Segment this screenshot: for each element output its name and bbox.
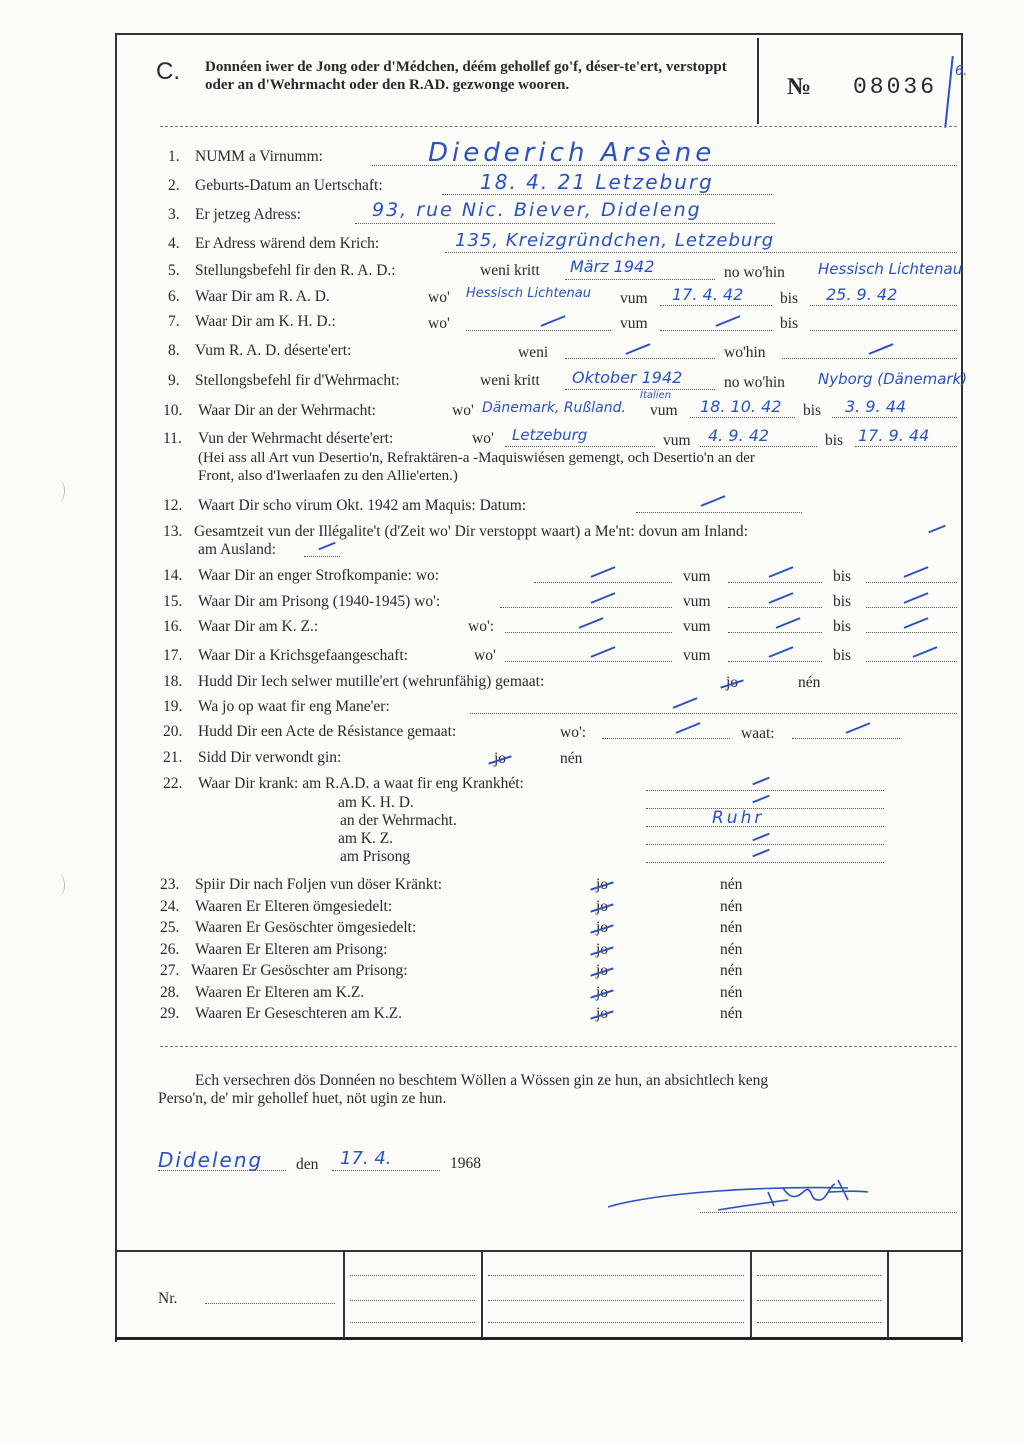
abroad-field-line xyxy=(304,556,340,557)
footer-divider xyxy=(750,1252,752,1338)
yes-option: jo xyxy=(596,941,609,958)
address-label: Er jetzeg Adress: xyxy=(195,206,301,223)
no-option: nén xyxy=(720,876,743,893)
from-field-line xyxy=(660,330,772,331)
signature-image xyxy=(598,1172,898,1222)
footer-field-line xyxy=(488,1300,744,1301)
wehrmacht-until-date: 3. 9. 44 xyxy=(845,397,907,416)
war-address-field-line xyxy=(445,252,957,253)
footer-field-line xyxy=(488,1322,744,1323)
self-mutilation-label: Hudd Dir Iech selwer mutille'ert (wehrunfähig) gemaat: xyxy=(198,673,545,690)
line-number: 7. xyxy=(168,313,180,330)
prison-label: Waar Dir am Prisong (1940-1945) wo': xyxy=(198,593,441,610)
siblings-kz-label: Waaren Er Geseschteren am K.Z. xyxy=(195,1005,403,1022)
rad-desert-label: Vum R. A. D. déserte'ert: xyxy=(195,342,352,359)
wounded-label: Sidd Dir verwondt gin: xyxy=(198,749,342,766)
where-label: wo' xyxy=(428,315,450,332)
resistance-label: Hudd Dir een Acte de Résistance gemaat: xyxy=(198,723,457,740)
wehrmacht-sick-line xyxy=(646,826,884,827)
footer-field-line xyxy=(350,1300,475,1301)
rad-order-place: Hessisch Lichtenau xyxy=(818,260,963,278)
header-separator xyxy=(160,126,957,127)
line-number: 29. xyxy=(160,1005,180,1022)
wehrmacht-place: Dänemark, Rußland. xyxy=(482,400,626,416)
name-label: NUMM a Virnumm: xyxy=(195,148,323,165)
khd-sublabel: am K. H. D. xyxy=(338,794,414,811)
line-number: 18. xyxy=(163,673,183,690)
rad-place: Hessisch Lichtenau xyxy=(466,286,592,301)
wehrmacht-order-label: Stellongsbefehl fir d'Wehrmacht: xyxy=(195,372,400,389)
from-field-line xyxy=(728,661,822,662)
until-label: bis xyxy=(825,432,844,449)
line-number: 2. xyxy=(168,177,180,194)
until-label: bis xyxy=(833,593,852,610)
declaration-text: Perso'n, de' mir gehollef huet, nöt ugin ze hun. xyxy=(158,1090,447,1107)
maquis-field-line xyxy=(636,512,802,513)
sick-field-line xyxy=(646,790,884,791)
line-number: 4. xyxy=(168,235,180,252)
manner-label: Wa jo op waat fir eng Mane'er: xyxy=(198,698,390,715)
line-number: 14. xyxy=(163,567,183,584)
from-label: vum xyxy=(683,568,711,585)
wehrmacht-place-note: Italien xyxy=(640,390,672,401)
birth-field-line xyxy=(442,194,772,195)
yes-option: jo xyxy=(596,1005,609,1022)
address-field-line xyxy=(355,223,775,224)
no-option: nén xyxy=(720,962,743,979)
line-number: 3. xyxy=(168,206,180,223)
kz-sublabel: am K. Z. xyxy=(338,830,394,847)
rad-until-date: 25. 9. 42 xyxy=(826,285,898,304)
rad-order-label: Stellungsbefehl fir den R. A. D.: xyxy=(195,262,396,279)
nr-label: Nr. xyxy=(158,1290,178,1307)
footer-box-row xyxy=(115,1250,963,1338)
corner-mark: 6. xyxy=(955,64,968,79)
until-label: bis xyxy=(833,647,852,664)
declaration-separator xyxy=(160,1046,957,1047)
until-field-line xyxy=(832,417,957,418)
signature-field-line xyxy=(700,1212,957,1213)
where-label: wo' xyxy=(472,430,494,447)
date-field-line xyxy=(332,1170,440,1171)
prison-sick-line xyxy=(646,862,884,863)
nr-field-line xyxy=(205,1303,335,1304)
birth-value: 18. 4. 21 Letzeburg xyxy=(480,170,714,194)
whereto-label: no wo'hin xyxy=(724,374,785,391)
until-label: bis xyxy=(833,568,852,585)
line-number: 15. xyxy=(163,593,183,610)
place-field-line xyxy=(158,1170,286,1171)
footer-divider xyxy=(343,1252,345,1338)
wehrmacht-sublabel: an der Wehrmacht. xyxy=(340,812,457,829)
line-number: 25. xyxy=(160,919,180,936)
footer-field-line xyxy=(350,1322,475,1323)
line-number: 23. xyxy=(160,876,180,893)
line-number: 27. xyxy=(160,962,180,979)
line-number: 6. xyxy=(168,288,180,305)
rad-label: Waar Dir am R. A. D. xyxy=(195,288,330,305)
yes-option: jo xyxy=(596,919,609,936)
line-number: 22. xyxy=(163,775,183,792)
where-field-line xyxy=(505,661,672,662)
khd-label: Waar Dir am K. H. D.: xyxy=(195,313,336,330)
until-field-line xyxy=(866,582,957,583)
where-field-line xyxy=(500,607,672,608)
desert-until-date: 17. 9. 44 xyxy=(858,426,930,445)
number-symbol: № xyxy=(787,74,812,100)
received-label: weni kritt xyxy=(480,262,540,279)
from-field-line xyxy=(728,632,822,633)
wehrmacht-label: Waar Dir an der Wehrmacht: xyxy=(198,402,376,419)
until-label: bis xyxy=(803,402,822,419)
from-label: vum xyxy=(683,618,711,635)
pow-label: Waar Dir a Krichsgefaangeschaft: xyxy=(198,647,409,664)
siblings-resettled-label: Waaren Er Gesöschter ömgesiedelt: xyxy=(195,919,417,936)
until-field-line xyxy=(855,446,957,447)
yes-option: jo xyxy=(494,750,507,767)
where-label: wo' xyxy=(428,289,450,306)
line-number: 5. xyxy=(168,262,180,279)
no-option: nén xyxy=(720,941,743,958)
wehrmacht-desert-label: Vun der Wehrmacht déserte'ert: xyxy=(198,430,394,447)
yes-option: jo xyxy=(596,962,609,979)
line-number: 21. xyxy=(163,749,183,766)
where-field-line xyxy=(505,632,672,633)
line-number: 10. xyxy=(163,402,183,419)
where-field-line xyxy=(534,582,672,583)
section-title: Donnéen iwer de Jong oder d'Médchen, déém gehollef go'f, déser-te'ert, verstoppt oder an d'Wehrmacht oder den R.AD. gezwonge wooren. xyxy=(205,59,727,93)
until-field-line xyxy=(866,607,957,608)
line-number: 17. xyxy=(163,647,183,664)
kz-label: Waar Dir am K. Z.: xyxy=(198,618,319,635)
maquis-label: Waart Dir scho virum Okt. 1942 am Maquis: Datum: xyxy=(198,497,527,514)
siblings-prison-label: Waaren Er Gesöschter am Prisong: xyxy=(191,962,408,979)
parents-resettled-label: Waaren Er Elteren ömgesiedelt: xyxy=(195,898,393,915)
no-option: nén xyxy=(720,919,743,936)
no-option: nén xyxy=(720,898,743,915)
footer-field-line xyxy=(757,1322,881,1323)
wehrmacht-order-date: Oktober 1942 xyxy=(572,368,683,387)
line-number: 11. xyxy=(163,430,182,447)
signing-year: 1968 xyxy=(450,1155,481,1172)
war-address-label: Er Adress wärend dem Krich: xyxy=(195,235,380,252)
received-label: weni kritt xyxy=(480,372,540,389)
footer-field-line xyxy=(757,1275,881,1276)
line-number: 28. xyxy=(160,984,180,1001)
what-label: waat: xyxy=(741,725,775,742)
desertion-note: Front, also d'Iwerlaafen zu den Allie'erten.) xyxy=(198,468,458,484)
until-label: bis xyxy=(780,290,799,307)
line-number: 9. xyxy=(168,372,180,389)
from-field-line xyxy=(700,446,817,447)
signing-place: Dideleng xyxy=(158,1148,264,1172)
line-number: 20. xyxy=(163,723,183,740)
wehrmacht-from-date: 18. 10. 42 xyxy=(700,397,782,416)
war-address-value: 135, Kreizgründchen, Letzeburg xyxy=(455,230,775,251)
from-label: vum xyxy=(620,315,648,332)
yes-option: jo xyxy=(596,876,609,893)
when-field-line xyxy=(565,358,715,359)
where-field-line xyxy=(602,738,730,739)
line-number: 1. xyxy=(168,148,180,165)
illegality-label: Gesamtzeit vun der Illégalite't (d'Zeit wo' Dir verstoppt waart) a Me'nt: dovun am Inland: xyxy=(194,523,748,540)
received-field-line xyxy=(565,279,715,280)
name-value: Diederich Arsène xyxy=(428,138,716,168)
where-label: wo': xyxy=(468,618,495,635)
from-field-line xyxy=(690,417,795,418)
punch-hole xyxy=(52,874,65,896)
from-field-line xyxy=(660,305,772,306)
yes-option: jo xyxy=(726,674,739,691)
where-label: wo' xyxy=(452,402,474,419)
yes-option: jo xyxy=(596,898,609,915)
sick-label: Waar Dir krank: am R.A.D. a waat fir eng Krankhét: xyxy=(198,775,524,792)
whereto-field-line xyxy=(782,358,957,359)
khd-where-line xyxy=(466,330,611,331)
until-label: bis xyxy=(833,618,852,635)
until-field-line xyxy=(866,661,957,662)
footer-field-line xyxy=(350,1275,475,1276)
until-field-line xyxy=(810,305,957,306)
form-number: 08036 xyxy=(853,74,938,100)
header-divider xyxy=(757,38,759,124)
from-label: vum xyxy=(683,647,711,664)
line-number: 19. xyxy=(163,698,183,715)
what-field-line xyxy=(792,738,900,739)
desertion-note: (Hei ass all Art vun Desertio'n, Refraktären-a -Maquiswiésen gemengt, och Desertio'n an der xyxy=(198,450,755,466)
footer-field-line xyxy=(757,1300,881,1301)
from-field-line xyxy=(728,582,822,583)
where-label: wo': xyxy=(560,724,587,741)
declaration-text: Ech versechren dös Donnéen no beschtem Wöllen a Wössen gin ze hun, an absichtlech keng xyxy=(195,1072,769,1089)
from-label: vum xyxy=(650,402,678,419)
sickness-value: Ruhr xyxy=(712,808,765,828)
penal-company-label: Waar Dir an enger Strofkompanie: wo: xyxy=(198,567,440,584)
khd-field-line xyxy=(646,808,884,809)
birth-label: Geburts-Datum an Uertschaft: xyxy=(195,177,383,194)
manner-field-line xyxy=(470,713,957,714)
from-label: vum xyxy=(620,290,648,307)
abroad-label: am Ausland: xyxy=(198,541,276,558)
parents-prison-label: Waaren Er Elteren am Prisong: xyxy=(195,941,388,958)
whereto-label: wo'hin xyxy=(724,344,766,361)
line-number: 13. xyxy=(163,523,183,540)
until-field-line xyxy=(810,330,957,331)
whereto-label: no wo'hin xyxy=(724,264,785,281)
line-number: 26. xyxy=(160,941,180,958)
signing-date: 17. 4. xyxy=(340,1148,392,1169)
footer-divider xyxy=(887,1252,889,1338)
prison-sublabel: am Prisong xyxy=(340,848,411,865)
where-label: wo' xyxy=(474,647,496,664)
wehrmacht-order-place: Nyborg (Dänemark) xyxy=(818,370,968,388)
from-label: vum xyxy=(663,432,691,449)
section-letter: C. xyxy=(156,58,180,85)
den-label: den xyxy=(296,1156,319,1173)
from-label: vum xyxy=(683,593,711,610)
desert-from-date: 4. 9. 42 xyxy=(708,426,770,445)
no-option: nén xyxy=(720,1005,743,1022)
desert-place: Letzeburg xyxy=(512,426,588,444)
consequences-label: Spiir Dir nach Foljen vun döser Kränkt: xyxy=(195,876,443,893)
footer-divider xyxy=(481,1252,483,1338)
kz-sick-line xyxy=(646,844,884,845)
no-option: nén xyxy=(798,674,821,691)
punch-hole xyxy=(52,480,65,502)
line-number: 12. xyxy=(163,497,183,514)
no-option: nén xyxy=(560,750,583,767)
yes-option: jo xyxy=(596,984,609,1001)
until-field-line xyxy=(866,632,957,633)
footer-field-line xyxy=(488,1275,744,1276)
rad-from-date: 17. 4. 42 xyxy=(672,285,744,304)
when-label: weni xyxy=(518,344,549,361)
rad-order-date: März 1942 xyxy=(570,257,655,276)
where-field-line xyxy=(505,446,655,447)
line-number: 24. xyxy=(160,898,180,915)
line-number: 16. xyxy=(163,618,183,635)
no-option: nén xyxy=(720,984,743,1001)
parents-kz-label: Waaren Er Elteren am K.Z. xyxy=(195,984,365,1001)
until-label: bis xyxy=(780,315,799,332)
from-field-line xyxy=(728,607,822,608)
address-value: 93, rue Nic. Biever, Dideleng xyxy=(372,199,702,221)
line-number: 8. xyxy=(168,342,180,359)
